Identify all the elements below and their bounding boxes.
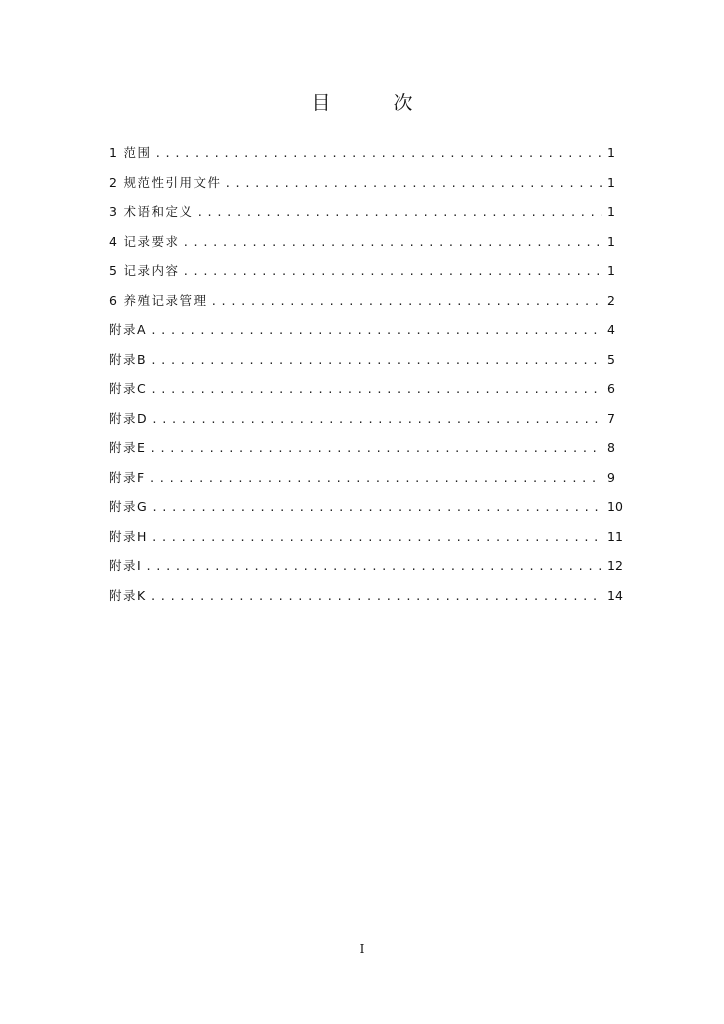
toc-dot-leader [150,316,602,346]
toc-entry[interactable] [109,197,615,227]
toc-entry-page: 1 [607,145,615,160]
toc-entry-page: 9 [607,469,615,485]
toc-entry-number: 6 [109,292,118,308]
toc-entry-number: 2 [109,174,118,190]
toc-entry-page: 1 [607,204,615,219]
toc-dot-leader [182,257,602,287]
toc-entry[interactable] [109,345,615,375]
toc-entry-page: 4 [607,322,615,337]
toc-dot-leader [151,493,602,523]
toc-entry-page: 10 [607,499,623,514]
toc-entry-label: 记录要求 [123,233,180,249]
toc-dot-leader [154,139,602,169]
toc-entry[interactable] [109,315,615,345]
toc-entry-label: 附录E [109,440,147,455]
toc-entry-page: 1 [607,263,615,278]
toc-entry[interactable] [109,433,615,463]
page-number: I [359,942,365,956]
toc-entry-page: 2 [607,292,615,308]
toc-entry-label: 术语和定义 [123,204,194,219]
toc-entry-label: 附录B [109,351,148,367]
toc-entry-label: 养殖记录管理 [123,292,208,308]
toc-entry-page: 1 [607,174,615,190]
toc-entry[interactable] [109,404,615,434]
toc-dot-leader [182,228,602,258]
toc-dot-leader [151,523,602,553]
toc-entry-number: 3 [109,204,118,219]
toc-dot-leader [149,434,602,464]
toc-dot-leader [150,375,602,405]
toc-entry[interactable] [109,522,623,552]
toc-entry-page: 11 [607,528,623,544]
toc-dot-leader [151,405,602,435]
toc-entry-label: 范围 [123,145,152,160]
toc-entry-label: 附录C [109,381,148,396]
toc-entry[interactable] [109,374,615,404]
toc-entry[interactable] [109,168,615,198]
toc-entry-page: 8 [607,440,615,455]
toc-entry-label: 附录A [109,322,148,337]
toc-entry[interactable] [109,463,615,493]
toc-entry-label: 记录内容 [123,263,180,278]
toc-dot-leader [145,552,602,582]
toc-entry-label: 附录G [109,499,149,514]
toc-entry[interactable] [109,581,623,611]
toc-entry-label: 规范性引用文件 [123,174,222,190]
toc-entry[interactable] [109,551,623,581]
toc-entry[interactable] [109,286,615,316]
toc-list [109,138,623,610]
toc-entry[interactable] [109,227,615,257]
toc-entry-page: 5 [607,351,615,367]
toc-entry-page: 7 [607,410,615,426]
toc-dot-leader [224,169,602,199]
toc-entry-page: 14 [607,587,623,603]
toc-entry[interactable] [109,492,623,522]
toc-entry-label: 附录F [109,469,146,485]
toc-entry-number: 5 [109,263,118,278]
toc-dot-leader [150,582,602,612]
toc-dot-leader [149,464,602,494]
toc-entry-number: 1 [109,145,118,160]
toc-entry-label: 附录H [109,528,148,544]
toc-dot-leader [196,198,602,228]
toc-entry-page: 6 [607,381,615,396]
toc-dot-leader [150,346,602,376]
toc-entry-label: 附录D [109,410,149,426]
toc-title: 目 次 [311,92,435,114]
toc-dot-leader [210,287,602,317]
toc-entry[interactable] [109,138,615,168]
toc-entry-number: 4 [109,233,118,249]
toc-entry[interactable] [109,256,615,286]
toc-entry-label: 附录K [109,587,147,603]
toc-entry-page: 1 [607,233,615,249]
toc-entry-page: 12 [607,558,623,573]
toc-entry-label: 附录I [109,558,143,573]
